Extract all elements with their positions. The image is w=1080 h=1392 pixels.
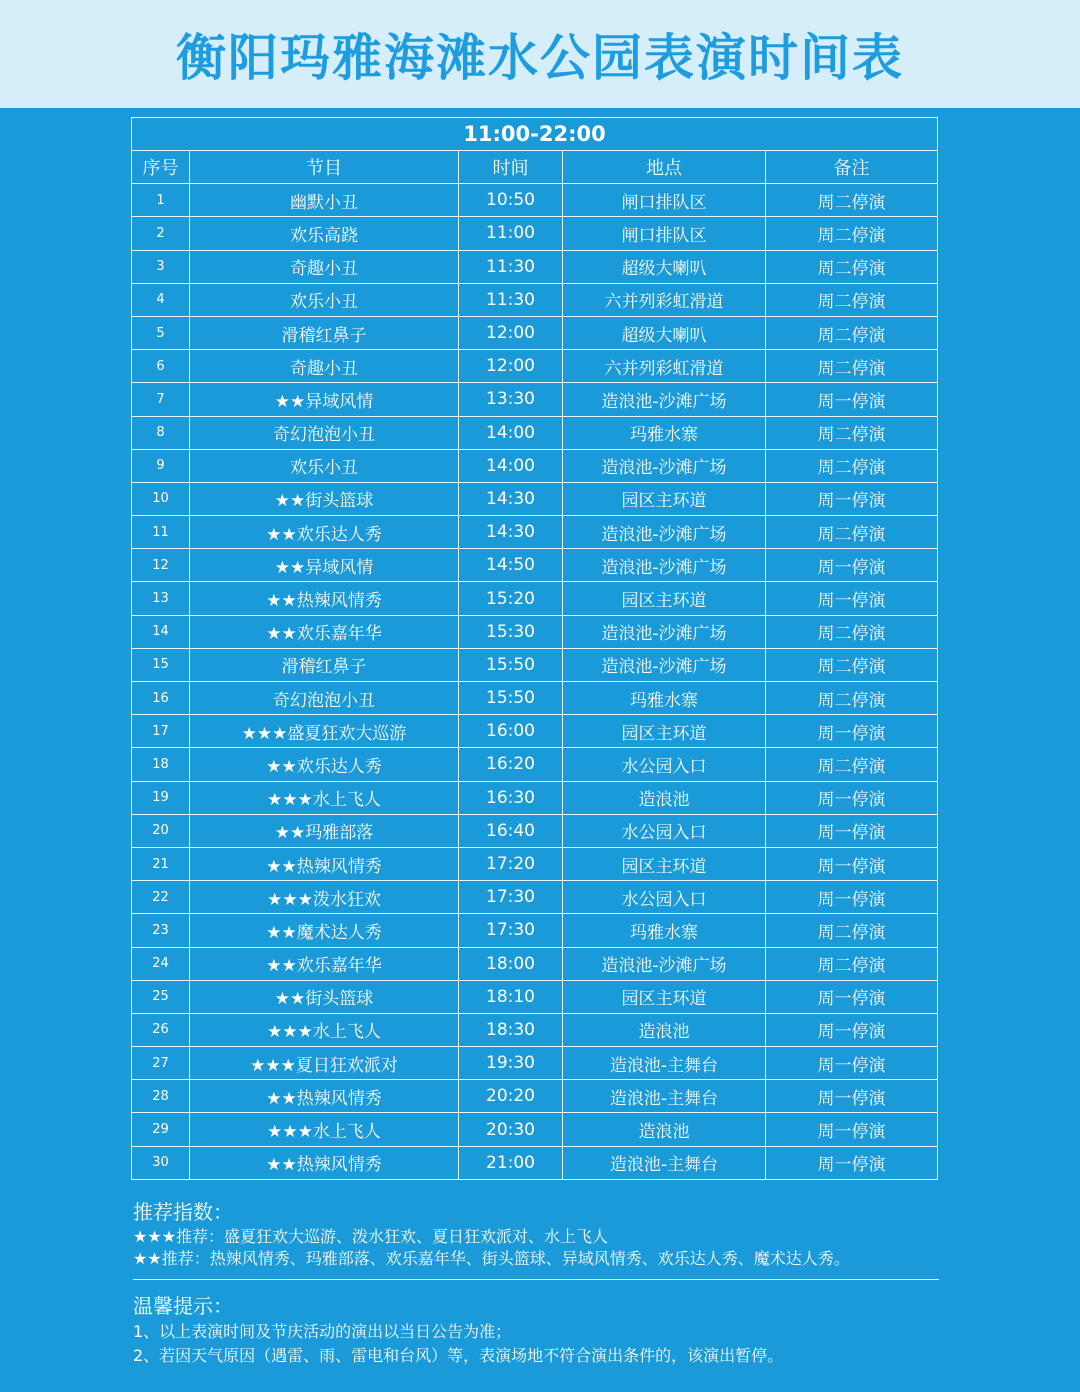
cell-note: 周二停演 [766, 648, 938, 681]
cell-program: ★★异域风情 [190, 549, 459, 582]
cell-time: 17:20 [459, 847, 563, 880]
cell-location: 造浪池 [563, 1013, 766, 1046]
cell-index: 9 [132, 449, 190, 482]
table-row [132, 1047, 938, 1080]
cell-location: 造浪池-主舞台 [563, 1146, 766, 1179]
cell-index: 3 [132, 250, 190, 283]
table-row [132, 748, 938, 781]
cell-time: 17:30 [459, 914, 563, 947]
cell-program: ★★欢乐达人秀 [190, 516, 459, 549]
cell-time: 17:30 [459, 881, 563, 914]
table-row [132, 1113, 938, 1146]
cell-time: 15:50 [459, 648, 563, 681]
cell-program: ★★玛雅部落 [190, 814, 459, 847]
cell-location: 造浪池-沙滩广场 [563, 449, 766, 482]
cell-program: ★★热辣风情秀 [190, 847, 459, 880]
table-row [132, 283, 938, 316]
cell-time: 21:00 [459, 1146, 563, 1179]
cell-index: 10 [132, 482, 190, 515]
cell-time: 11:30 [459, 283, 563, 316]
column-header-note: 备注 [766, 151, 938, 184]
cell-note: 周二停演 [766, 682, 938, 715]
cell-location: 六并列彩虹滑道 [563, 350, 766, 383]
cell-program: ★★★水上飞人 [190, 1113, 459, 1146]
cell-time: 12:00 [459, 316, 563, 349]
cell-location: 六并列彩虹滑道 [563, 283, 766, 316]
cell-note: 周一停演 [766, 582, 938, 615]
cell-index: 8 [132, 416, 190, 449]
cell-time: 18:00 [459, 947, 563, 980]
cell-program: ★★欢乐嘉年华 [190, 947, 459, 980]
cell-program: ★★欢乐达人秀 [190, 748, 459, 781]
cell-note: 周二停演 [766, 914, 938, 947]
cell-index: 27 [132, 1047, 190, 1080]
cell-index: 2 [132, 217, 190, 250]
cell-time: 19:30 [459, 1047, 563, 1080]
column-header-location: 地点 [563, 151, 766, 184]
cell-location: 造浪池 [563, 1113, 766, 1146]
schedule-table-wrap [131, 117, 937, 1180]
cell-time: 16:30 [459, 781, 563, 814]
cell-location: 园区主环道 [563, 582, 766, 615]
cell-program: ★★街头篮球 [190, 980, 459, 1013]
tips-line-2: 2、若因天气原因（遇雷、雨、雷电和台风）等，表演场地不符合演出条件的，该演出暂停。 [133, 1346, 784, 1365]
recommend-two-star: ★★推荐：热辣风情秀、玛雅部落、欢乐嘉年华、街头篮球、异域风情秀、欢乐达人秀、魔术达人秀。 [133, 1249, 850, 1268]
cell-index: 15 [132, 648, 190, 681]
recommend-section [133, 1198, 953, 1270]
schedule-table [131, 117, 938, 1180]
recommend-three-star: ★★★推荐：盛夏狂欢大巡游、泼水狂欢、夏日狂欢派对、水上飞人 [133, 1227, 609, 1246]
cell-program: 滑稽红鼻子 [190, 316, 459, 349]
cell-program: 幽默小丑 [190, 184, 459, 217]
cell-location: 闸口排队区 [563, 217, 766, 250]
table-row [132, 582, 938, 615]
table-row [132, 881, 938, 914]
cell-index: 6 [132, 350, 190, 383]
cell-time: 14:30 [459, 516, 563, 549]
cell-time: 14:30 [459, 482, 563, 515]
cell-note: 周一停演 [766, 715, 938, 748]
table-row [132, 250, 938, 283]
table-row [132, 1146, 938, 1179]
cell-location: 造浪池-主舞台 [563, 1047, 766, 1080]
cell-index: 11 [132, 516, 190, 549]
cell-index: 5 [132, 316, 190, 349]
cell-note: 周一停演 [766, 1113, 938, 1146]
cell-time: 18:30 [459, 1013, 563, 1046]
cell-program: 欢乐小丑 [190, 283, 459, 316]
cell-program: ★★异域风情 [190, 383, 459, 416]
cell-note: 周二停演 [766, 350, 938, 383]
table-row [132, 648, 938, 681]
cell-location: 造浪池-沙滩广场 [563, 947, 766, 980]
cell-program: ★★★水上飞人 [190, 1013, 459, 1046]
table-row [132, 416, 938, 449]
cell-time: 15:20 [459, 582, 563, 615]
cell-index: 24 [132, 947, 190, 980]
cell-location: 水公园入口 [563, 814, 766, 847]
cell-time: 20:20 [459, 1080, 563, 1113]
cell-program: 滑稽红鼻子 [190, 648, 459, 681]
cell-note: 周一停演 [766, 881, 938, 914]
cell-location: 玛雅水寨 [563, 416, 766, 449]
cell-time: 15:50 [459, 682, 563, 715]
cell-note: 周二停演 [766, 615, 938, 648]
cell-time: 14:00 [459, 449, 563, 482]
cell-note: 周二停演 [766, 283, 938, 316]
time-range-row [132, 118, 938, 151]
table-row [132, 947, 938, 980]
cell-location: 造浪池-沙滩广场 [563, 648, 766, 681]
cell-location: 造浪池-沙滩广场 [563, 549, 766, 582]
cell-index: 18 [132, 748, 190, 781]
cell-program: ★★热辣风情秀 [190, 582, 459, 615]
table-row [132, 1013, 938, 1046]
cell-location: 玛雅水寨 [563, 682, 766, 715]
cell-program: ★★★泼水狂欢 [190, 881, 459, 914]
section-divider [133, 1279, 939, 1280]
page-title: 衡阳玛雅海滩水公园表演时间表 [176, 29, 904, 87]
cell-program: ★★★盛夏狂欢大巡游 [190, 715, 459, 748]
cell-index: 20 [132, 814, 190, 847]
cell-location: 造浪池-主舞台 [563, 1080, 766, 1113]
table-row [132, 482, 938, 515]
cell-location: 玛雅水寨 [563, 914, 766, 947]
cell-program: ★★欢乐嘉年华 [190, 615, 459, 648]
cell-location: 超级大喇叭 [563, 250, 766, 283]
cell-index: 19 [132, 781, 190, 814]
cell-note: 周一停演 [766, 1146, 938, 1179]
cell-time: 16:40 [459, 814, 563, 847]
table-row [132, 682, 938, 715]
cell-program: ★★魔术达人秀 [190, 914, 459, 947]
tips-section [133, 1292, 953, 1368]
cell-location: 造浪池-沙滩广场 [563, 383, 766, 416]
cell-program: 奇趣小丑 [190, 250, 459, 283]
cell-note: 周二停演 [766, 250, 938, 283]
table-row [132, 350, 938, 383]
table-row [132, 615, 938, 648]
cell-time: 18:10 [459, 980, 563, 1013]
cell-note: 周二停演 [766, 316, 938, 349]
cell-index: 14 [132, 615, 190, 648]
cell-note: 周一停演 [766, 814, 938, 847]
cell-note: 周二停演 [766, 449, 938, 482]
tips-title: 温馨提示： [133, 1294, 233, 1318]
cell-index: 22 [132, 881, 190, 914]
cell-program: 欢乐小丑 [190, 449, 459, 482]
table-row [132, 715, 938, 748]
cell-index: 29 [132, 1113, 190, 1146]
column-header-index: 序号 [132, 151, 190, 184]
cell-location: 闸口排队区 [563, 184, 766, 217]
cell-note: 周一停演 [766, 1080, 938, 1113]
cell-location: 园区主环道 [563, 482, 766, 515]
table-row [132, 847, 938, 880]
cell-note: 周一停演 [766, 1047, 938, 1080]
table-row [132, 184, 938, 217]
table-row [132, 316, 938, 349]
cell-index: 7 [132, 383, 190, 416]
cell-location: 造浪池-沙滩广场 [563, 615, 766, 648]
table-row [132, 217, 938, 250]
recommend-title: 推荐指数： [133, 1200, 233, 1224]
cell-time: 14:50 [459, 549, 563, 582]
cell-index: 23 [132, 914, 190, 947]
tips-line-1: 1、以上表演时间及节庆活动的演出以当日公告为准； [133, 1322, 512, 1341]
cell-note: 周二停演 [766, 184, 938, 217]
cell-location: 水公园入口 [563, 881, 766, 914]
cell-index: 12 [132, 549, 190, 582]
cell-time: 10:50 [459, 184, 563, 217]
cell-time: 16:20 [459, 748, 563, 781]
cell-location: 园区主环道 [563, 715, 766, 748]
cell-index: 16 [132, 682, 190, 715]
cell-note: 周一停演 [766, 1013, 938, 1046]
cell-index: 17 [132, 715, 190, 748]
cell-note: 周一停演 [766, 781, 938, 814]
cell-location: 超级大喇叭 [563, 316, 766, 349]
cell-note: 周二停演 [766, 947, 938, 980]
table-row [132, 980, 938, 1013]
cell-note: 周一停演 [766, 980, 938, 1013]
cell-note: 周二停演 [766, 748, 938, 781]
cell-note: 周一停演 [766, 847, 938, 880]
cell-location: 造浪池-沙滩广场 [563, 516, 766, 549]
cell-location: 水公园入口 [563, 748, 766, 781]
cell-index: 21 [132, 847, 190, 880]
cell-time: 11:30 [459, 250, 563, 283]
table-row [132, 781, 938, 814]
cell-time: 13:30 [459, 383, 563, 416]
table-row [132, 383, 938, 416]
cell-time: 11:00 [459, 217, 563, 250]
cell-program: 奇幻泡泡小丑 [190, 416, 459, 449]
cell-index: 1 [132, 184, 190, 217]
column-header-time: 时间 [459, 151, 563, 184]
column-header-program: 节目 [190, 151, 459, 184]
cell-program: ★★★水上飞人 [190, 781, 459, 814]
cell-program: ★★街头篮球 [190, 482, 459, 515]
table-row [132, 814, 938, 847]
cell-location: 园区主环道 [563, 980, 766, 1013]
table-header-row [132, 151, 938, 184]
page-header [0, 0, 1080, 108]
cell-index: 26 [132, 1013, 190, 1046]
cell-index: 13 [132, 582, 190, 615]
cell-index: 30 [132, 1146, 190, 1179]
cell-index: 28 [132, 1080, 190, 1113]
cell-program: ★★★夏日狂欢派对 [190, 1047, 459, 1080]
table-row [132, 449, 938, 482]
cell-note: 周二停演 [766, 416, 938, 449]
cell-program: ★★热辣风情秀 [190, 1146, 459, 1179]
table-row [132, 914, 938, 947]
cell-time: 14:00 [459, 416, 563, 449]
cell-note: 周一停演 [766, 482, 938, 515]
cell-program: 欢乐高跷 [190, 217, 459, 250]
cell-location: 园区主环道 [563, 847, 766, 880]
cell-note: 周一停演 [766, 549, 938, 582]
cell-index: 25 [132, 980, 190, 1013]
cell-note: 周二停演 [766, 217, 938, 250]
cell-program: 奇趣小丑 [190, 350, 459, 383]
table-row [132, 1080, 938, 1113]
cell-time: 20:30 [459, 1113, 563, 1146]
table-row [132, 516, 938, 549]
cell-program: 奇幻泡泡小丑 [190, 682, 459, 715]
cell-index: 4 [132, 283, 190, 316]
table-row [132, 549, 938, 582]
cell-note: 周一停演 [766, 383, 938, 416]
cell-time: 12:00 [459, 350, 563, 383]
cell-location: 造浪池 [563, 781, 766, 814]
cell-note: 周二停演 [766, 516, 938, 549]
cell-time: 15:30 [459, 615, 563, 648]
cell-program: ★★热辣风情秀 [190, 1080, 459, 1113]
time-range: 11:00-22:00 [132, 118, 938, 151]
cell-time: 16:00 [459, 715, 563, 748]
